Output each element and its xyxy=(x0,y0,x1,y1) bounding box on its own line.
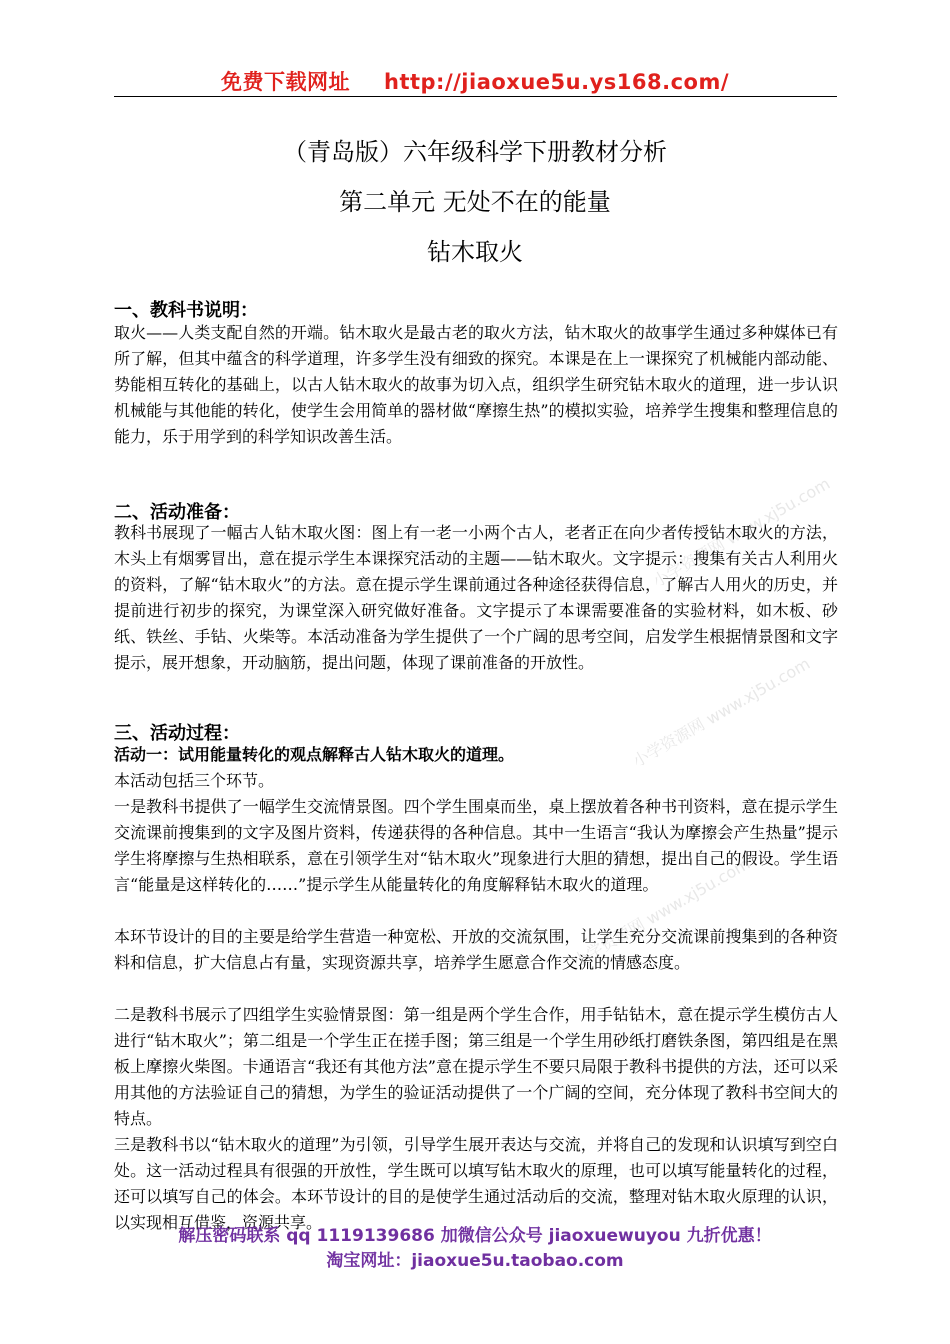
watermark: 小学资源网 www.xj5u.com xyxy=(629,653,814,771)
section-paragraph: 三是教科书以“钻木取火的道理”为引领，引导学生展开表达与交流，并将自己的发现和认识填写到空白处。这一活动过程具有很强的开放性，学生既可以填写钻木取火的原理，也可以填写能量转化的过程，还可以填写自己的体会。本环节设计的目的是使学生通过活动后的交流，整理对钻木取火原理的认识，以实现相互借鉴，资源共享。 xyxy=(114,1135,838,1232)
watermark: 小学资源网 www.xj5u.com xyxy=(649,473,834,591)
footer-shop-link[interactable]: 淘宝网址：jiaoxue5u.taobao.com xyxy=(326,1251,624,1271)
header-divider xyxy=(114,96,837,97)
section-paragraph: 取火——人类支配自然的开端。钻木取火是最古老的取火方法，钻木取火的故事学生通过多种媒体已有所了解，但其中蕴含的科学道理，许多学生没有细致的探究。本课是在上一课探究了机械能内部动能、势能相互转化的基础上，以古人钻木取火的故事为切入点，组织学生研究钻木取火的道理，进一步认识机械能与其他能的转化，使学生会用简单的器材做“摩擦生热”的模拟实验，培养学生搜集和整理信息的能力，乐于用学到的科学知识改善生活。 xyxy=(114,323,838,446)
section-heading-preparation: 二、活动准备： xyxy=(114,502,240,523)
document-title: （青岛版）六年级科学下册教材分析 xyxy=(283,138,667,166)
activity-title: 活动一：试用能量转化的观点解释古人钻木取火的道理。 xyxy=(114,745,515,764)
header-download-link[interactable] xyxy=(0,66,950,96)
section-heading-textbook: 一、教科书说明： xyxy=(114,300,258,321)
lesson-title: 钻木取火 xyxy=(427,238,523,266)
header-url[interactable]: http://jiaoxue5u.ys168.com/ xyxy=(384,70,729,94)
section-paragraph: 二是教科书展示了四组学生实验情景图：第一组是两个学生合作，用手钻钻木，意在提示学生模仿古人进行“钻木取火”；第二组是一个学生正在搓手图；第三组是一个学生用砂纸打磨铁条图，第四组是在黑板上摩擦火柴图。卡通语言“我还有其他方法”意在提示学生不要只局限于教科书提供的方法，还可以采用其他的方法验证自己的猜想，为学生的验证活动提供了一个广阔的空间，充分体现了教科书空间大的特点。 xyxy=(114,1005,838,1128)
section-heading-process: 三、活动过程： xyxy=(114,723,240,744)
section-paragraph: 本环节设计的目的主要是给学生营造一种宽松、开放的交流氛围，让学生充分交流课前搜集到的各种资料和信息，扩大信息占有量，实现资源共享，培养学生愿意合作交流的情感态度。 xyxy=(114,927,838,972)
section-paragraph: 教科书展现了一幅古人钻木取火图：图上有一老一小两个古人，老者正在向少者传授钻木取火的方法，木头上有烟雾冒出，意在提示学生本课探究活动的主题——钻木取火。文字提示：搜集有关古人利用火的资料，了解“钻木取火”的方法。意在提示学生课前通过各种途径获得信息，了解古人用火的历史，并提前进行初步的探究，为课堂深入研究做好准备。文字提示了本课需要准备的实验材料，如木板、砂纸、铁丝、手钻、火柴等。本活动准备为学生提供了一个广阔的思考空间，启发学生根据情景图和文字提示，展开想象，开动脑筋，提出问题，体现了课前准备的开放性。 xyxy=(114,523,838,672)
unit-title: 第二单元 无处不在的能量 xyxy=(339,188,611,216)
watermark: 小学资源网 www.xj5u.com xyxy=(569,853,754,971)
section-paragraph: 一是教科书提供了一幅学生交流情景图。四个学生围桌而坐，桌上摆放着各种书刊资料，意在提示学生交流课前搜集到的文字及图片资料，传递获得的各种信息。其中一生语言“我认为摩擦会产生热量”提示学生将摩擦与生热相联系，意在引领学生对“钻木取火”现象进行大胆的猜想，提出自己的假设。学生语言“能量是这样转化的……”提示学生从能量转化的角度解释钻木取火的道理。 xyxy=(114,797,838,894)
section-paragraph: 本活动包括三个环节。 xyxy=(114,771,275,790)
footer-contact: 解压密码联系 qq 1119139686 加微信公众号 jiaoxuewuyou 九折优惠！ xyxy=(178,1226,772,1246)
header-label: 免费下载网址 xyxy=(221,70,350,94)
